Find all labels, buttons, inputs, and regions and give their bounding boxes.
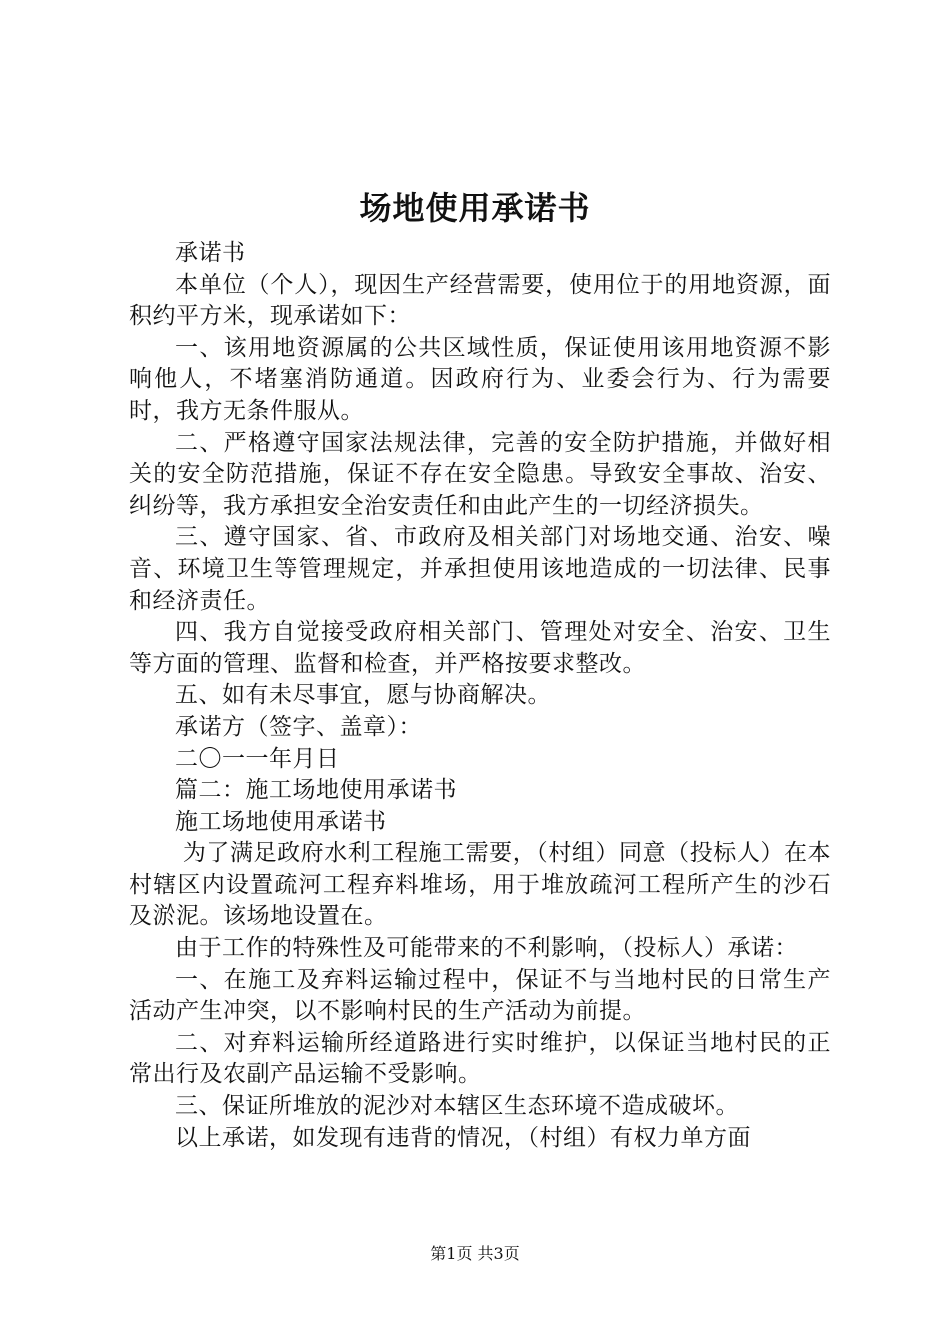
paragraph: 三、遵守国家、省、市政府及相关部门对场地交通、治安、噪音、环境卫生等管理规定，并承担使用该地造成的一切法律、民事和经济责任。	[129, 524, 831, 614]
document-body	[129, 238, 831, 1154]
paragraph: 承诺书	[175, 240, 246, 266]
section-heading: 篇二：施工场地使用承诺书	[175, 777, 457, 804]
paragraph: 由于工作的特殊性及可能带来的不利影响，（投标人）承诺：	[175, 935, 798, 962]
paragraph: 三、保证所堆放的泥沙对本辖区生态环境不造成破坏。	[175, 1093, 739, 1120]
document-title: 场地使用承诺书	[359, 189, 591, 227]
paragraph: 二、严格遵守国家法规法律，完善的安全防护措施，并做好相关的安全防范措施，保证不存在安全隐患。导致安全事故、治安、纠纷等，我方承担安全治安责任和由此产生的一切经济损失。	[129, 429, 831, 519]
paragraph: 四、我方自觉接受政府相关部门、管理处对安全、治安、卫生等方面的管理、监督和检查，并严格按要求整改。	[129, 619, 831, 677]
section-title: 施工场地使用承诺书	[175, 808, 387, 835]
paragraph: 以上承诺，如发现有违背的情况，（村组）有权力单方面	[175, 1124, 751, 1151]
paragraph: 二、对弃料运输所经道路进行实时维护，以保证当地村民的正常出行及农副产品运输不受影响。	[129, 1029, 831, 1088]
paragraph: 一、该用地资源属的公共区域性质，保证使用该用地资源不影响他人，不堵塞消防通道。因政府行为、业委会行为、行为需要时，我方无条件服从。	[129, 334, 831, 424]
paragraph: 本单位（个人），现因生产经营需要，使用位于的用地资源，面积约平方米，现承诺如下：	[129, 271, 831, 330]
signature-line: 承诺方（签字、盖章）：	[175, 713, 422, 740]
date-line: 二〇一一年月日	[175, 745, 340, 772]
paragraph: 为了满足政府水利工程施工需要，（村组）同意（投标人）在本村辖区内设置疏河工程弃料堆场，用于堆放疏河工程所产生的沙石及淤泥。该场地设置在。	[129, 840, 832, 930]
page-number-footer: 第1页 共3页	[430, 1244, 520, 1263]
paragraph: 一、在施工及弃料运输过程中，保证不与当地村民的日常生产活动产生冲突，以不影响村民的生产活动为前提。	[129, 966, 831, 1025]
paragraph: 五、如有未尽事宜，愿与协商解决。	[175, 682, 551, 709]
